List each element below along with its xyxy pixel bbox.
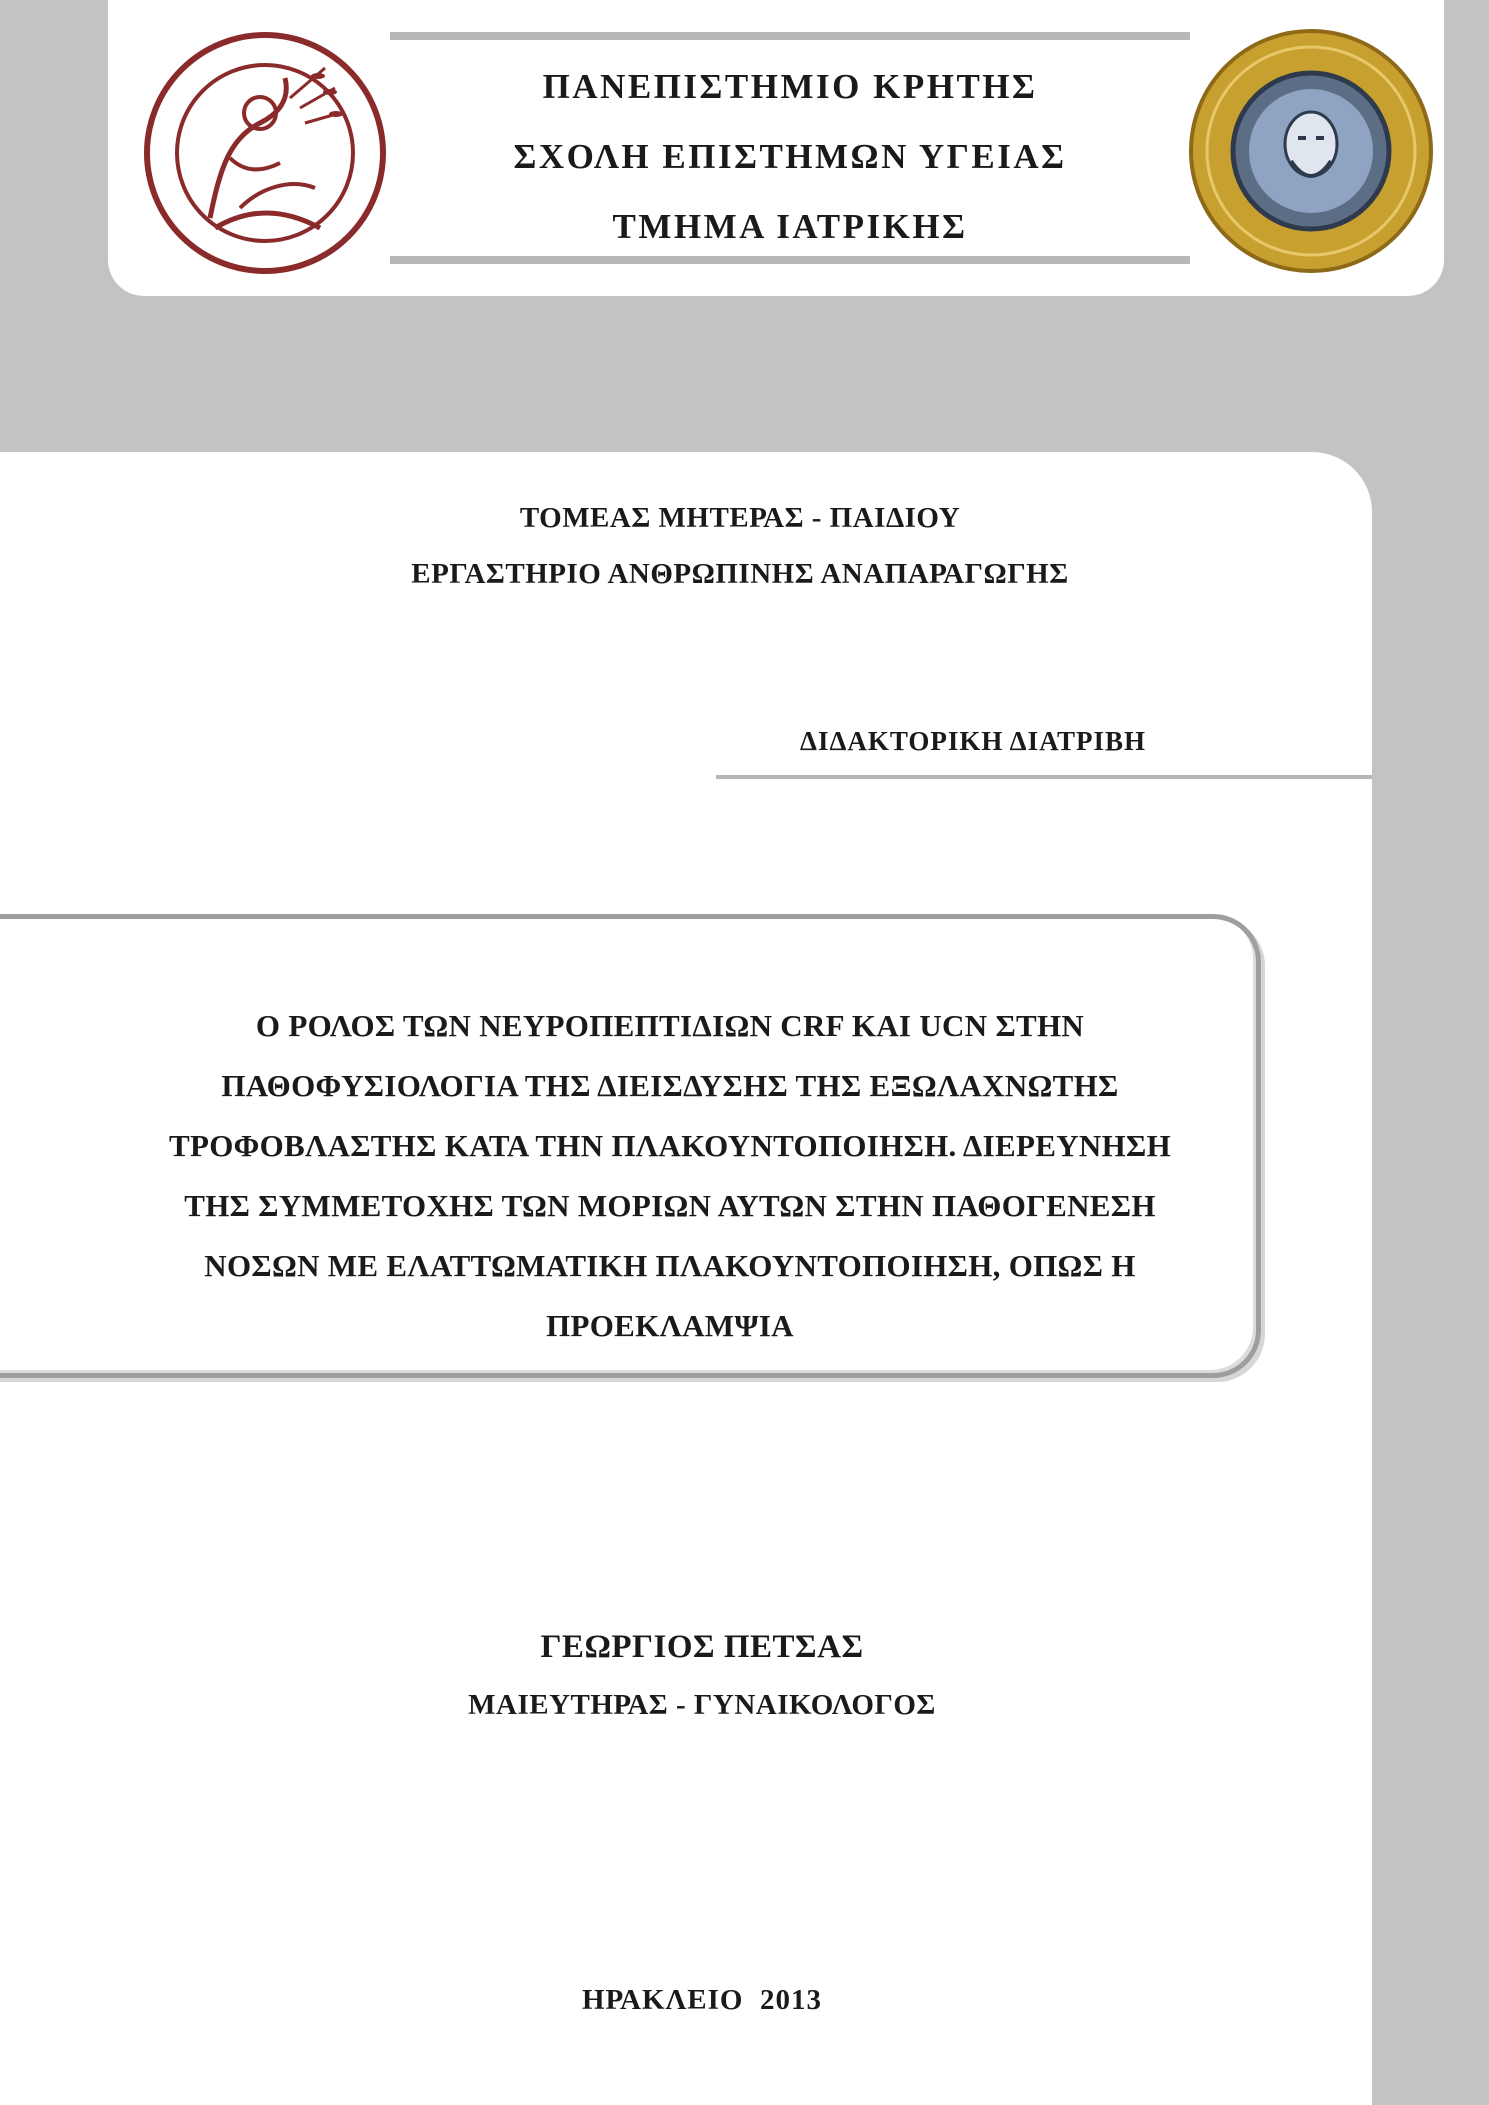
university-of-crete-seal-icon xyxy=(140,28,390,278)
division-block xyxy=(0,490,1480,602)
title-line: ΠΡΟΕΚΛΑΜΨΙΑ xyxy=(546,1308,794,1343)
medical-school-seal-icon xyxy=(1186,26,1436,276)
university-name: ΠΑΝΕΠΙΣΤΗΜΙΟ ΚΡΗΤΗΣ xyxy=(542,67,1038,106)
city: ΗΡΑΚΛΕΙΟ xyxy=(582,1984,744,2016)
thesis-type-label: ΔΙΔΑΚΤΟΡΙΚΗ ΔΙΑΤΡΙΒΗ xyxy=(800,726,1146,756)
author-name: ΓΕΩΡΓΙΟΣ ΠΕΤΣΑΣ xyxy=(540,1629,864,1665)
header-top-rule xyxy=(390,32,1190,40)
thesis-title xyxy=(0,996,1340,1343)
school-name: ΣΧΟΛΗ ΕΠΙΣΤΗΜΩΝ ΥΓΕΙΑΣ xyxy=(513,137,1067,176)
division-name: ΤΟΜΕΑΣ ΜΗΤΕΡΑΣ - ΠΑΙΔΙΟΥ xyxy=(519,502,961,534)
title-line: ΝΟΣΩΝ ΜΕ ΕΛΑΤΤΩΜΑΤΙΚΗ ΠΛΑΚΟΥΝΤΟΠΟΙΗΣΗ, ΟΠΩΣ Η xyxy=(204,1248,1136,1283)
title-line: ΤΡΟΦΟΒΛΑΣΤΗΣ ΚΑΤΑ ΤΗΝ ΠΛΑΚΟΥΝΤΟΠΟΙΗΣΗ. ΔΙΕΡΕΥΝΗΣΗ xyxy=(169,1128,1171,1163)
author-block xyxy=(0,1618,1404,1734)
title-line: ΠΑΘΟΦΥΣΙΟΛΟΓΙΑ ΤΗΣ ΔΙΕΙΣΔΥΣΗΣ ΤΗΣ ΕΞΩΛΑΧΝΩΤΗΣ xyxy=(221,1068,1119,1103)
thesis-type-rule xyxy=(716,775,1372,779)
place-and-year xyxy=(0,1984,1404,2017)
year: 2013 xyxy=(759,1984,822,2016)
header-title-block xyxy=(390,52,1190,262)
title-line: Ο ΡΟΛΟΣ ΤΩΝ ΝΕΥΡΟΠΕΠΤΙΔΙΩΝ CRF ΚΑΙ UCN ΣΤΗΝ xyxy=(255,1008,1085,1043)
laboratory-name: ΕΡΓΑΣΤΗΡΙΟ ΑΝΘΡΩΠΙΝΗΣ ΑΝΑΠΑΡΑΓΩΓΗΣ xyxy=(411,558,1069,590)
author-role: ΜΑΙΕΥΤΗΡΑΣ - ΓΥΝΑΙΚΟΛΟΓΟΣ xyxy=(468,1689,936,1721)
title-line: ΤΗΣ ΣΥΜΜΕΤΟΧΗΣ ΤΩΝ ΜΟΡΙΩΝ ΑΥΤΩΝ ΣΤΗΝ ΠΑΘΟΓΕΝΕΣΗ xyxy=(184,1188,1156,1223)
department-name: ΤΜΗΜΑ ΙΑΤΡΙΚΗΣ xyxy=(612,207,968,246)
